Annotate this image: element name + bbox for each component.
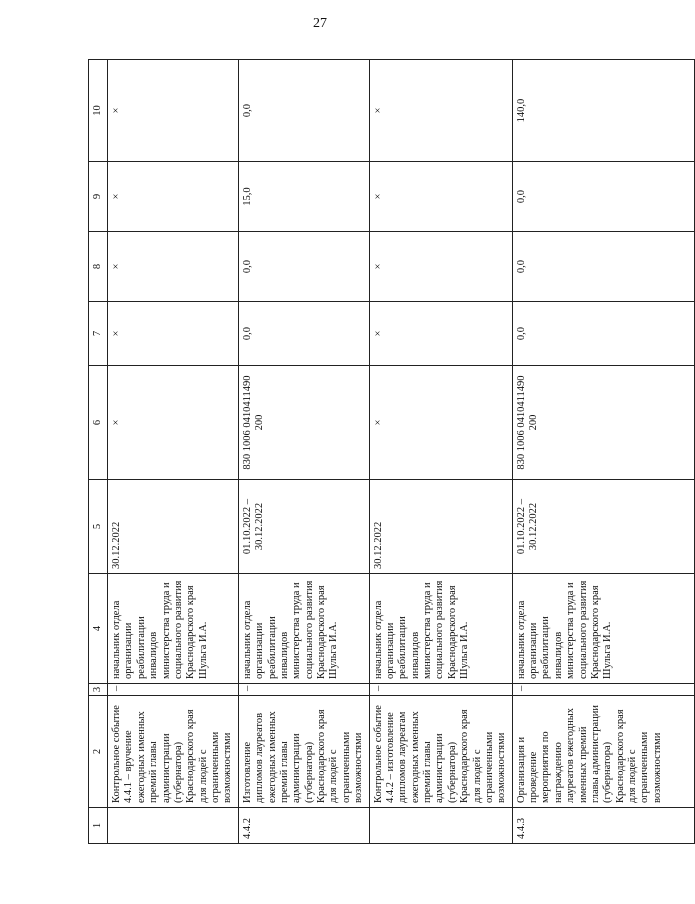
cell-status: – [238,684,369,696]
cell-date: 01.10.2022 – 30.12.2022 [512,480,694,574]
cell-value-9: 0,0 [512,162,694,232]
page-number: 27 [313,16,327,31]
col-header-1: 1 [89,808,108,844]
col-header-2: 2 [89,696,108,808]
cell-date: 30.12.2022 [369,480,512,574]
col-header-5: 5 [89,480,108,574]
col-header-9: 9 [89,162,108,232]
cell-event-name: Контрольное событие 4.4.2 – изготовление дипломов лауреатам ежегодных именных премий главы администрации (губернатора) Краснодарского края для людей с ограниченными возможностями [369,696,512,808]
cell-value-7: × [108,302,239,366]
cell-value-8: 0,0 [512,232,694,302]
cell-status: – [369,684,512,696]
cell-responsible: начальник отдела организации реабилитации инвалидов министерства труда и социального развития Краснодарского края Шульга И.А. [108,574,239,684]
cell-number [369,808,512,844]
cell-date: 30.12.2022 [108,480,239,574]
cell-event-name: Контрольное событие 4.4.1 – вручение ежегодных именных премий главы администрации (губернатора) Краснодарского края для людей с ограниченными возможностями [108,696,239,808]
table-row [238,60,369,844]
col-header-7: 7 [89,302,108,366]
cell-value-9: 15,0 [238,162,369,232]
cell-value-10: 0,0 [238,60,369,162]
cell-value-7: 0,0 [512,302,694,366]
cell-value-9: × [369,162,512,232]
col-header-8: 8 [89,232,108,302]
cell-value-10: 140,0 [512,60,694,162]
cell-value-8: 0,0 [238,232,369,302]
cell-date: 01.10.2022 – 30.12.2022 [238,480,369,574]
cell-number: 4.4.2 [238,808,369,844]
cell-number: 4.4.3 [512,808,694,844]
cell-status: – [512,684,694,696]
col-header-3: 3 [89,684,108,696]
cell-value-10: × [369,60,512,162]
cell-responsible: начальник отдела организации реабилитации инвалидов министерства труда и социального развития Краснодарского края Шульга И.А. [369,574,512,684]
cell-value-7: 0,0 [238,302,369,366]
cell-value-7: × [369,302,512,366]
table-row [108,60,239,844]
cell-number [108,808,239,844]
header-row [89,60,108,844]
cell-budget-code: 830 1006 0410411490 200 [512,366,694,480]
cell-budget-code: × [108,366,239,480]
cell-status: – [108,684,239,696]
cell-event-name: Изготовление дипломов лауреатов ежегодных именных премий главы администрации (губернатора) Краснодарского края для людей с ограниченными возможностями [238,696,369,808]
col-header-4: 4 [89,574,108,684]
cell-budget-code: 830 1006 0410411490 200 [238,366,369,480]
plan-table [88,59,695,844]
cell-value-8: × [108,232,239,302]
col-header-6: 6 [89,366,108,480]
cell-event-name: Организация и проведение мероприятия по награждению лауреатов ежегодных именных премий главы администрации (губернатора) Краснодарского края для людей с ограниченными возможностями [512,696,694,808]
cell-value-9: × [108,162,239,232]
cell-responsible: начальник отдела организации реабилитации инвалидов министерства труда и социального развития Краснодарского края Шульга И.А. [238,574,369,684]
table-row [512,60,694,844]
cell-budget-code: × [369,366,512,480]
cell-value-8: × [369,232,512,302]
rotated-table-container [88,60,663,844]
table-row [369,60,512,844]
cell-value-10: × [108,60,239,162]
col-header-10: 10 [89,60,108,162]
cell-responsible: начальник отдела организации реабилитации инвалидов министерства труда и социального развития Краснодарского края Шульга И.А. [512,574,694,684]
